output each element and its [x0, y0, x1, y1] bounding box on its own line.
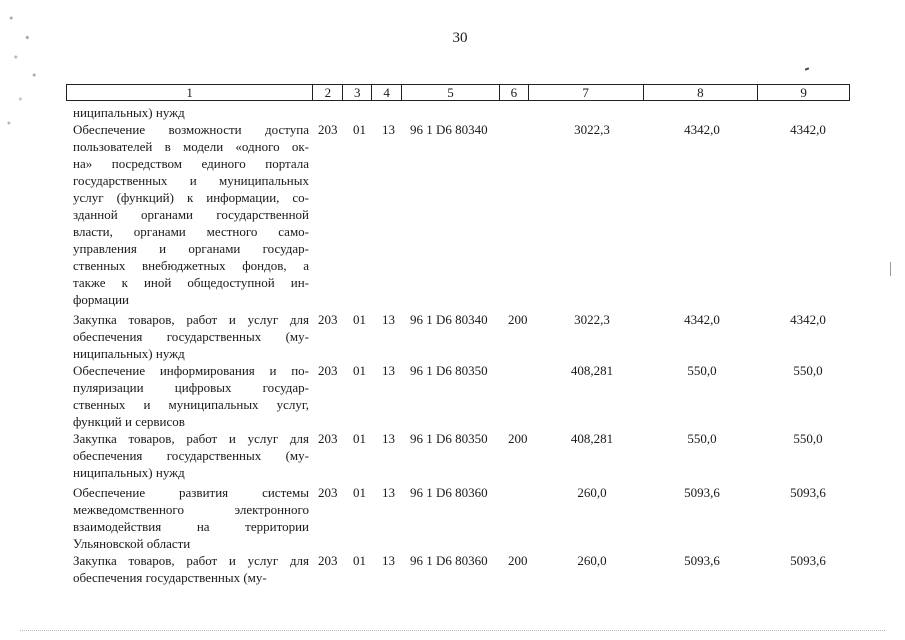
cell-col-8: 5093,6: [684, 553, 720, 568]
description-line: власти, органами местного само-: [73, 224, 309, 239]
header-col-3: 3: [342, 85, 371, 100]
row-description: [73, 484, 309, 552]
description-line: управления и органами государ-: [73, 241, 309, 256]
cell-col-9: 5093,6: [790, 553, 826, 568]
description-line: услуг (функций) к информации, со-: [73, 190, 309, 205]
description-line: взаимодействия на территории: [73, 519, 309, 534]
cell-col-6: 200: [508, 431, 528, 446]
cell-col-8: 4342,0: [684, 122, 720, 137]
cell-col-2: 203: [318, 122, 338, 137]
scan-bottom-edge: [20, 630, 885, 633]
cell-col-9: 5093,6: [790, 485, 826, 500]
row-description: [73, 121, 309, 308]
header-col-4: 4: [371, 85, 401, 100]
cell-col-3: 01: [353, 553, 366, 568]
cell-col-2: 203: [318, 553, 338, 568]
row-description: [73, 552, 309, 586]
description-line: межведомственного электронного: [73, 502, 309, 517]
description-line: ниципальных) нужд: [73, 465, 185, 480]
cell-col-4: 13: [382, 122, 395, 137]
cell-col-8: 550,0: [687, 363, 717, 378]
cell-col-5: 96 1 D6 80350: [410, 363, 488, 378]
row-description: [73, 311, 309, 362]
cell-col-5: 96 1 D6 80340: [410, 312, 488, 327]
cell-col-3: 01: [353, 122, 366, 137]
description-line: Закупка товаров, работ и услуг для: [73, 553, 309, 568]
description-line: Ульяновской области: [73, 536, 191, 551]
description-line: обеспечения государственных (му-: [73, 448, 309, 463]
description-line: пуляризации цифровых государ-: [73, 380, 309, 395]
description-line: зданной органами государственной: [73, 207, 309, 222]
cell-col-3: 01: [353, 363, 366, 378]
cell-col-5: 96 1 D6 80360: [410, 485, 488, 500]
cell-col-8: 550,0: [687, 431, 717, 446]
description-line: Обеспечение развития системы: [73, 485, 309, 500]
scan-mark: [890, 262, 891, 276]
header-col-1: 1: [186, 85, 193, 100]
description-line: обеспечения государственных (му-: [73, 329, 309, 344]
cell-col-4: 13: [382, 553, 395, 568]
cell-col-9: 550,0: [793, 363, 823, 378]
page-number: 30: [452, 30, 468, 46]
cell-col-2: 203: [318, 485, 338, 500]
cell-col-7: 408,281: [570, 431, 614, 446]
header-col-2: 2: [312, 85, 342, 100]
cell-col-9: 4342,0: [790, 122, 826, 137]
description-line: Обеспечение возможности доступа: [73, 122, 309, 137]
cell-col-7: 3022,3: [574, 122, 610, 137]
description-line: государственных и муниципальных: [73, 173, 309, 188]
cell-col-7: 260,0: [577, 485, 607, 500]
description-line: ниципальных) нужд: [73, 346, 185, 361]
cell-col-5: 96 1 D6 80360: [410, 553, 488, 568]
header-col-8: 8: [643, 85, 758, 100]
description-line: функций и сервисов: [73, 414, 185, 429]
cell-col-2: 203: [318, 363, 338, 378]
cell-col-7: 3022,3: [574, 312, 610, 327]
cell-col-9: 4342,0: [790, 312, 826, 327]
table-header: [66, 84, 850, 101]
description-line: ственных и муниципальных услуг,: [73, 397, 309, 412]
scan-edge-artifact: [2, 0, 48, 150]
cell-col-8: 5093,6: [684, 485, 720, 500]
description-line: Закупка товаров, работ и услуг для: [73, 312, 309, 327]
cell-col-4: 13: [382, 485, 395, 500]
cell-col-7: 408,281: [570, 363, 614, 378]
header-col-6: 6: [499, 85, 528, 100]
cell-col-5: 96 1 D6 80350: [410, 431, 488, 446]
cell-col-4: 13: [382, 431, 395, 446]
cell-col-5: 96 1 D6 80340: [410, 122, 488, 137]
row-description: [73, 430, 309, 481]
cell-col-6: 200: [508, 312, 528, 327]
description-line: ственных внебюджетных фондов, а: [73, 258, 309, 273]
description-line: пользователей в модели «одного ок-: [73, 139, 309, 154]
header-col-5: 5: [401, 85, 499, 100]
scan-speck: [805, 67, 809, 70]
cell-col-3: 01: [353, 312, 366, 327]
cell-col-3: 01: [353, 485, 366, 500]
cell-col-4: 13: [382, 363, 395, 378]
cell-col-3: 01: [353, 431, 366, 446]
description-line: формации: [73, 292, 130, 307]
cell-col-4: 13: [382, 312, 395, 327]
description-line: обеспечения государственных (му-: [73, 570, 267, 585]
description-line: также к иной общедоступной ин-: [73, 275, 309, 290]
cell-col-6: 200: [508, 553, 528, 568]
header-col-9: 9: [757, 85, 849, 100]
header-col-7: 7: [528, 85, 643, 100]
continuation-text: ниципальных) нужд: [73, 105, 185, 120]
cell-col-2: 203: [318, 431, 338, 446]
row-description: [73, 362, 309, 430]
description-line: на» посредством единого портала: [73, 156, 309, 171]
cell-col-8: 4342,0: [684, 312, 720, 327]
description-line: Обеспечение информирования и по-: [73, 363, 309, 378]
description-line: Закупка товаров, работ и услуг для: [73, 431, 309, 446]
cell-col-7: 260,0: [577, 553, 607, 568]
cell-col-2: 203: [318, 312, 338, 327]
cell-col-9: 550,0: [793, 431, 823, 446]
